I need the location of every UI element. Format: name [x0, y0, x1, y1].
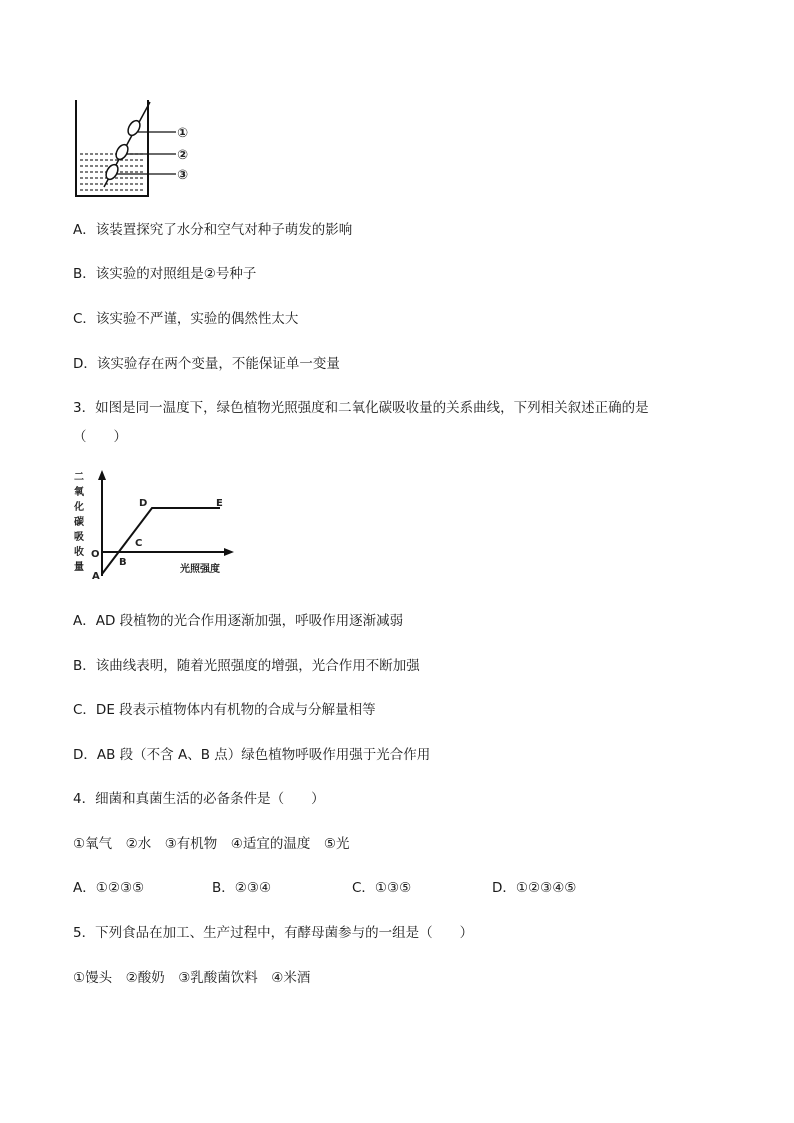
q2-option-d: D．该实验存在两个变量，不能保证单一变量 [73, 356, 340, 372]
seed-label-1: ① [177, 126, 189, 141]
label-C: C [135, 538, 143, 549]
y-axis-label [73, 471, 85, 573]
q5-stem: 5．下列食品在加工、生产过程中，有酵母菌参与的一组是（ ） [73, 925, 474, 941]
svg-text:量: 量 [74, 562, 84, 573]
svg-text:碳: 碳 [74, 517, 84, 528]
label-D: D [139, 498, 148, 509]
q5-items: ①馒头 ②酸奶 ③乳酸菌饮料 ④米酒 [73, 970, 311, 986]
svg-text:二: 二 [74, 472, 84, 483]
q2-option-c: C．该实验不严谨，实验的偶然性太大 [73, 311, 299, 327]
q3-stem: 3．如图是同一温度下，绿色植物光照强度和二氧化碳吸收量的关系曲线，下列相关叙述正确的是 [73, 400, 649, 416]
q4-option-d: D．①②③④⑤ [492, 880, 577, 896]
label-A: A [92, 571, 100, 582]
svg-text:吸: 吸 [74, 532, 84, 543]
beaker-outline [76, 100, 148, 196]
q3-paren: （ ） [73, 429, 127, 445]
q4-option-a: A．①②③⑤ [73, 880, 145, 896]
q4-items: ①氧气 ②水 ③有机物 ④适宜的温度 ⑤光 [73, 836, 350, 852]
q4-option-c: C．①③⑤ [352, 880, 412, 896]
svg-text:化: 化 [74, 502, 84, 513]
seed-label-3: ③ [177, 168, 189, 183]
q4-option-b: B．②③④ [212, 880, 272, 896]
q2-option-a: A．该装置探究了水分和空气对种子萌发的影响 [73, 222, 353, 238]
q3-option-d: D．AB 段（不含 A、B 点）绿色植物呼吸作用强于光合作用 [73, 747, 431, 763]
seed-2 [114, 143, 131, 162]
label-B: B [119, 557, 127, 568]
x-axis-arrow [224, 548, 234, 556]
svg-text:氧: 氧 [74, 487, 84, 498]
seed-label-2: ② [177, 148, 189, 163]
q3-option-a: A．AD 段植物的光合作用逐渐加强，呼吸作用逐渐减弱 [73, 613, 404, 629]
x-axis-label: 光照强度 [180, 564, 220, 575]
label-E: E [216, 498, 223, 509]
svg-text:收: 收 [74, 547, 84, 558]
q3-option-b: B．该曲线表明，随着光照强度的增强，光合作用不断加强 [73, 658, 420, 674]
y-axis-arrow [98, 470, 106, 480]
q2-option-b: B．该实验的对照组是②号种子 [73, 266, 257, 282]
seed-beaker-figure [70, 92, 200, 202]
co2-light-graph [70, 468, 250, 588]
q4-stem: 4．细菌和真菌生活的必备条件是（ ） [73, 791, 325, 807]
label-O: O [91, 549, 100, 560]
q3-option-c: C．DE 段表示植物体内有机物的合成与分解量相等 [73, 702, 376, 718]
